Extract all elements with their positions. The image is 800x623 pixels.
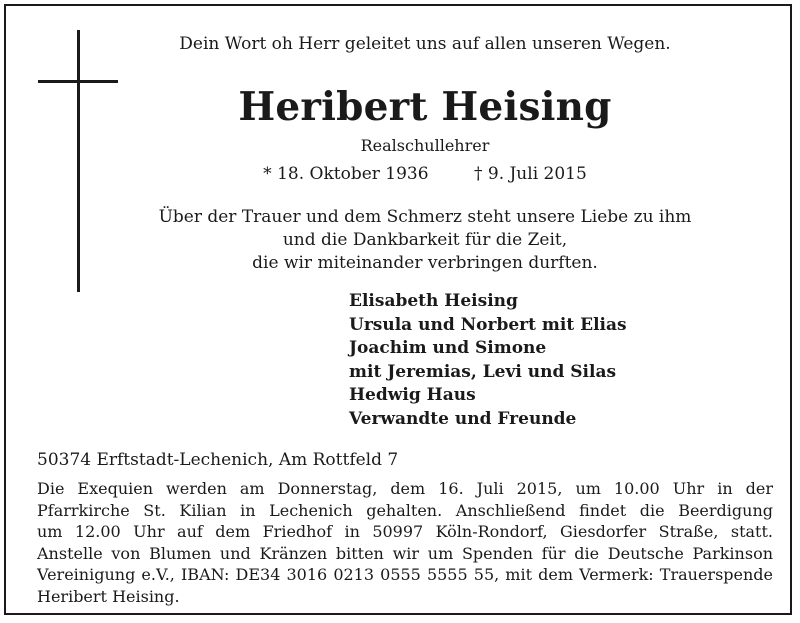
deceased-name: Heribert Heising xyxy=(238,84,612,130)
mourner: Elisabeth Heising xyxy=(349,291,518,311)
mourner: Ursula und Norbert mit Elias xyxy=(349,314,627,335)
service-info-line: um 12.00 Uhr auf dem Friedhof in 50997 Köln-Rondorf, Giesdorfer Straße, statt. xyxy=(37,522,773,541)
mourner: mit Jeremias, Levi und Silas xyxy=(349,361,617,382)
mourners-list xyxy=(349,290,627,431)
death-date: † 9. Juli 2015 xyxy=(473,164,587,184)
family-address: 50374 Erftstadt-Lechenich, Am Rottfeld 7 xyxy=(37,450,399,470)
verse xyxy=(6,206,800,275)
birth-date: * 18. Oktober 1936 xyxy=(263,164,429,184)
mourner: Verwandte und Freunde xyxy=(349,408,577,429)
life-dates xyxy=(6,164,800,184)
service-info-line: Vereinigung e.V., IBAN: DE34 3016 0213 0555 5555 55, mit dem Vermerk: Trauerspende xyxy=(37,565,773,584)
deceased-profession: Realschullehrer xyxy=(360,136,490,155)
verse-line: und die Dankbarkeit für die Zeit, xyxy=(282,230,568,250)
verse-line: Über der Trauer und dem Schmerz steht unsere Liebe zu ihm xyxy=(158,207,692,227)
cross-icon-bar xyxy=(38,80,118,83)
mourner: Joachim und Simone xyxy=(349,338,547,358)
mourner: Hedwig Haus xyxy=(349,385,476,405)
service-info-line: Pfarrkirche St. Kilian in Lechenich gehalten. Anschließend findet die Beerdigung xyxy=(37,500,773,520)
motto: Dein Wort oh Herr geleitet uns auf allen unseren Wegen. xyxy=(179,34,671,54)
service-info-line: Die Exequien werden am Donnerstag, dem 16. Juli 2015, um 10.00 Uhr in der xyxy=(37,479,773,498)
service-info xyxy=(37,478,773,607)
verse-line: die wir miteinander verbringen durften. xyxy=(252,253,598,273)
obituary-notice xyxy=(4,4,792,615)
service-info-line: Heribert Heising. xyxy=(37,586,180,606)
service-info-line: Anstelle von Blumen und Kränzen bitten wir um Spenden für die Deutsche Parkinson xyxy=(37,543,773,563)
